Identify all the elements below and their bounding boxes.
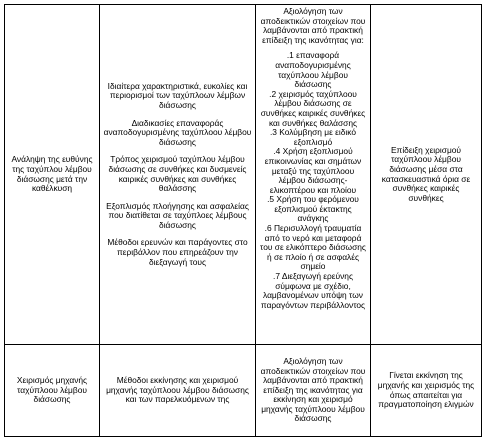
- assessment-item: .7 Διεξαγωγή ερεύνης σύμφωνα με σχέδιο, λαμβανομένων υπόψη των παραγόντων περιβάλλοντος: [260, 271, 366, 310]
- assessment-item: .1 επαναφορά αναποδογυρισμένης ταχύπλοου λέμβου διάσωσης: [275, 50, 351, 90]
- knowledge-item: Μέθοδοι ερευνών και παράγοντες στο περιβάλλον που επηρεάζουν την διεξαγωγή τους: [107, 237, 248, 267]
- knowledge-item: Διαδικασίες επαναφοράς αναποδογυρισμένης ταχύπλοου λέμβου διάσωσης: [103, 117, 252, 147]
- knowledge-cell: [100, 345, 256, 437]
- knowledge-item: Ιδιαίτερα χαρακτηριστικά, ευκολίες και περιορισμοί των ταχύπλοων λέμβων διάσωσης: [107, 80, 248, 110]
- assessment-cell: [256, 5, 371, 345]
- knowledge-item: Τρόπος χειρισμού ταχύπλου λέμβου διάσωσης σε συνθήκες και δυσμενείς καιρικές συνθήκες και συνθήκες θαλάσσης: [108, 154, 247, 194]
- table-row: [5, 5, 482, 345]
- competence-cell: Χειρισμός μηχανής ταχύπλοου λέμβου διάσωσης: [5, 345, 100, 437]
- criteria-cell: Γίνεται εκκίνηση της μηχανής και χειρισμός της όπως απαιτείται για πραγματοποίηση ελιγμών: [371, 345, 482, 437]
- assessment-item: .6 Περισυλλογή τραυματία από το νερό και μεταφορά του σε ελικόπτερο διάσωσης ή σε πλοίο ή σε ασφαλές σημείο: [260, 223, 366, 272]
- knowledge-item: Μέθοδοι εκκίνησης και χειρισμού μηχανής ταχύπλοου λέμβου διάσωσης και των παρελκυόμενων της: [106, 375, 249, 405]
- knowledge-cell: [100, 5, 256, 345]
- assessment-item: .4 Χρήση εξοπλισμού επικοινωνίας και σημάτων μεταξύ της ταχύπλοου λέμβου διάσωσης-ελικοπτέρου και πλοίου: [264, 146, 362, 195]
- competence-table: [4, 4, 482, 437]
- criteria-cell: Επίδειξη χειρισμού ταχύπλοου λέμβου διάσωσης μέσα στα κατασκευαστικά όρια σε συνθήκες καιρικές συνθήκες: [371, 5, 482, 345]
- assessment-intro: Αξιολόγηση των αποδεικτικών στοιχείων που λαμβάνονται από πρακτική επίδειξη της ικανότητας για:: [260, 6, 366, 45]
- assessment-item: .3 Κολύμβηση με ειδικό εξοπλισμό: [269, 127, 357, 147]
- competence-cell: Ανάληψη της ευθύνης της ταχύπλου λέμβου διάσωσης μετά την καθέλκυση: [5, 5, 100, 345]
- table-row: [5, 345, 482, 437]
- assessment-cell: Αξιολόγηση των αποδεικτικών στοιχείων που λαμβάνονται από πρακτική επίδειξη της ικανότητας για εκκίνηση και χειρισμό μηχανής ταχύπλοου λέμβου διάσωσης: [256, 345, 371, 437]
- assessment-item: .5 Χρήση του φερόμενου εξοπλισμού έκτακτης ανάγκης: [267, 194, 359, 224]
- knowledge-item: Εξοπλισμός πλοήγησης και ασφαλείας που διατίθεται σε ταχύπλοες λέμβους διάσωσης: [106, 200, 249, 230]
- assessment-item: .2 χειρισμός ταχύπλοου λέμβου διάσωσης σε συνθήκες καιρικές συνθήκες και συνθήκες θαλάσσης: [260, 88, 366, 128]
